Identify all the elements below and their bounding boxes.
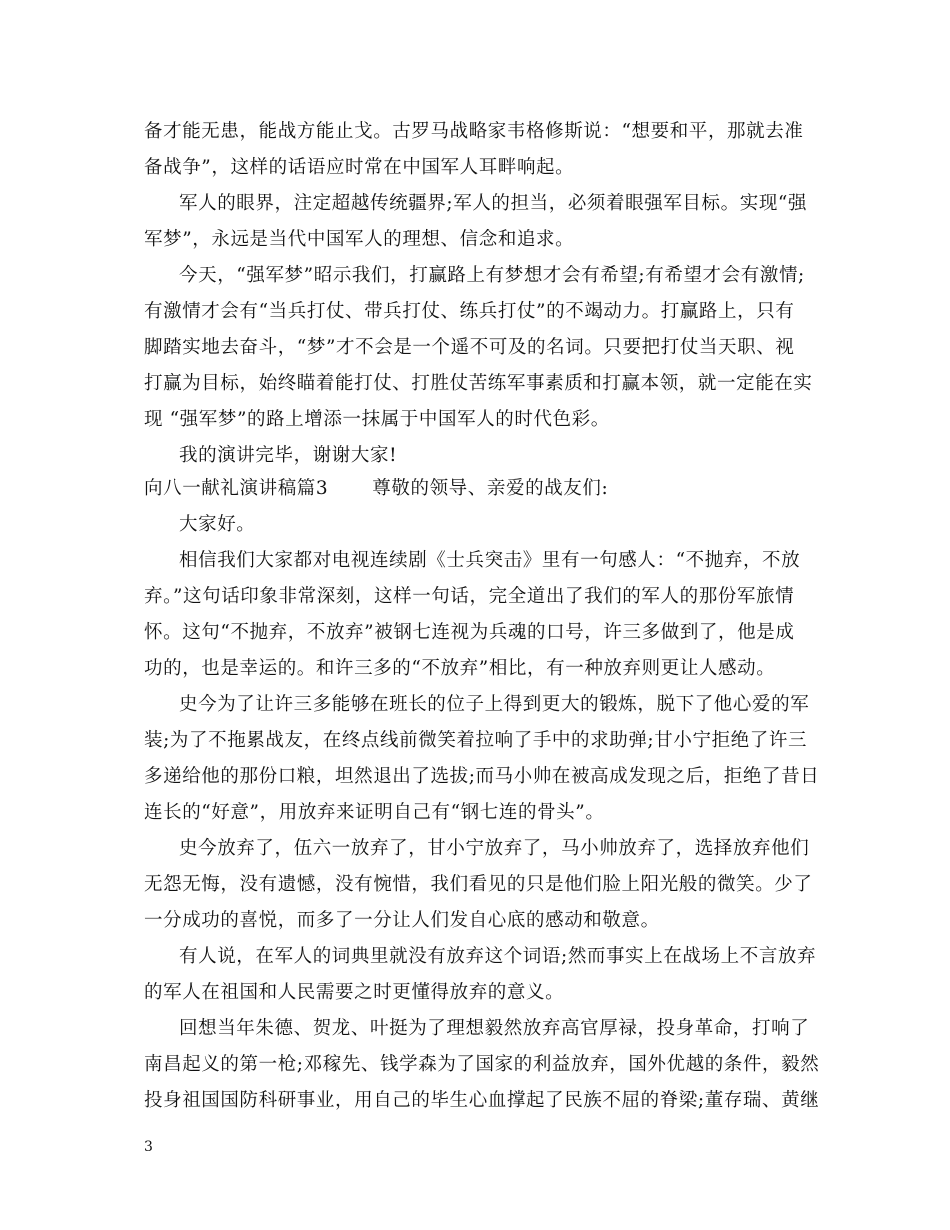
text-line: 多递给他的那份口粮，坦然退出了选拔;而马小帅在被高成发现之后，拒绝了昔日 <box>144 766 820 787</box>
text-line: 投身祖国国防科研事业，用自己的毕生心血撑起了民族不屈的脊梁;董存瑞、黄继 <box>144 1090 820 1111</box>
text-line: 有激情才会有“当兵打仗、带兵打仗、练兵打仗”的不竭动力。打赢路上，只有 <box>144 301 795 322</box>
section-heading: 向八一献礼演讲稿篇3 <box>144 478 329 499</box>
text-line: 连长的“好意”，用放弃来证明自己有“钢七连的骨头”。 <box>144 802 605 823</box>
text-line: 现 “强军梦”的路上增添一抹属于中国军人的时代色彩。 <box>144 409 610 430</box>
page-number: 3 <box>144 1139 153 1155</box>
text-line: 的军人在祖国和人民需要之时更懂得放弃的意义。 <box>144 982 565 1003</box>
text-line: 相信我们大家都对电视连续剧《士兵突击》里有一句感人：“不抛弃，不放 <box>179 550 801 571</box>
text-line: 弃。”这句话印象非常深刻，这样一句话，完全道出了我们的军人的那份军旅情 <box>144 586 795 607</box>
text-line: 大家好。 <box>179 514 256 535</box>
text-line: 一分成功的喜悦，而多了一分让人们发自心底的感动和敬意。 <box>144 910 660 931</box>
text-line: 史今放弃了，伍六一放弃了，甘小宁放弃了，马小帅放弃了，选择放弃他们 <box>179 838 810 859</box>
text-line: 有人说，在军人的词典里就没有放弃这个词语;然而事实上在战场上不言放弃 <box>179 946 817 967</box>
text-line: 备才能无患，能战方能止戈。古罗马战略家韦格修斯说：“想要和平，那就去准 <box>144 121 804 142</box>
text-line: 装;为了不拖累战友，在终点线前微笑着拉响了手中的求助弹;甘小宁拒绝了许三 <box>144 730 808 751</box>
text-line: 无怨无悔，没有遗憾，没有惋惜，我们看见的只是他们脸上阳光般的微笑。少了 <box>144 874 813 895</box>
text-line: 南昌起义的第一枪;邓稼先、钱学森为了国家的利益放弃，国外优越的条件，毅然 <box>144 1054 820 1075</box>
text-line: 回想当年朱德、贺龙、叶挺为了理想毅然放弃高官厚禄，投身革命，打响了 <box>179 1018 810 1039</box>
text-line: 备战争”，这样的话语应时常在中国军人耳畔响起。 <box>144 157 575 178</box>
text-line: 我的演讲完毕，谢谢大家! <box>179 445 398 466</box>
text-line: 史今为了让许三多能够在班长的位子上得到更大的锻炼，脱下了他心爱的军 <box>179 694 810 715</box>
text-line: 军梦”，永远是当代中国军人的理想、信念和追求。 <box>144 229 575 250</box>
text-line: 功的，也是幸运的。和许三多的“不放弃”相比，有一种放弃则更让人感动。 <box>144 658 776 679</box>
text-line: 脚踏实地去奋斗，“梦”才不会是一个遥不可及的名词。只要把打仗当天职、视 <box>144 337 795 358</box>
text-line: 打赢为目标，始终瞄着能打仗、打胜仗苦练军事素质和打赢本领，就一定能在实 <box>144 373 813 394</box>
text-line: 军人的眼界，注定超越传统疆界;军人的担当，必须着眼强军目标。实现“强 <box>179 193 808 214</box>
section-heading-line <box>144 474 608 500</box>
text-line: 今天，“强军梦”昭示我们，打赢路上有梦想才会有希望;有希望才会有激情; <box>179 265 805 286</box>
salutation: 尊敬的领导、亲爱的战友们: <box>372 478 609 499</box>
text-line: 怀。这句“不抛弃，不放弃”被钢七连视为兵魂的口号，许三多做到了，他是成 <box>144 622 795 643</box>
